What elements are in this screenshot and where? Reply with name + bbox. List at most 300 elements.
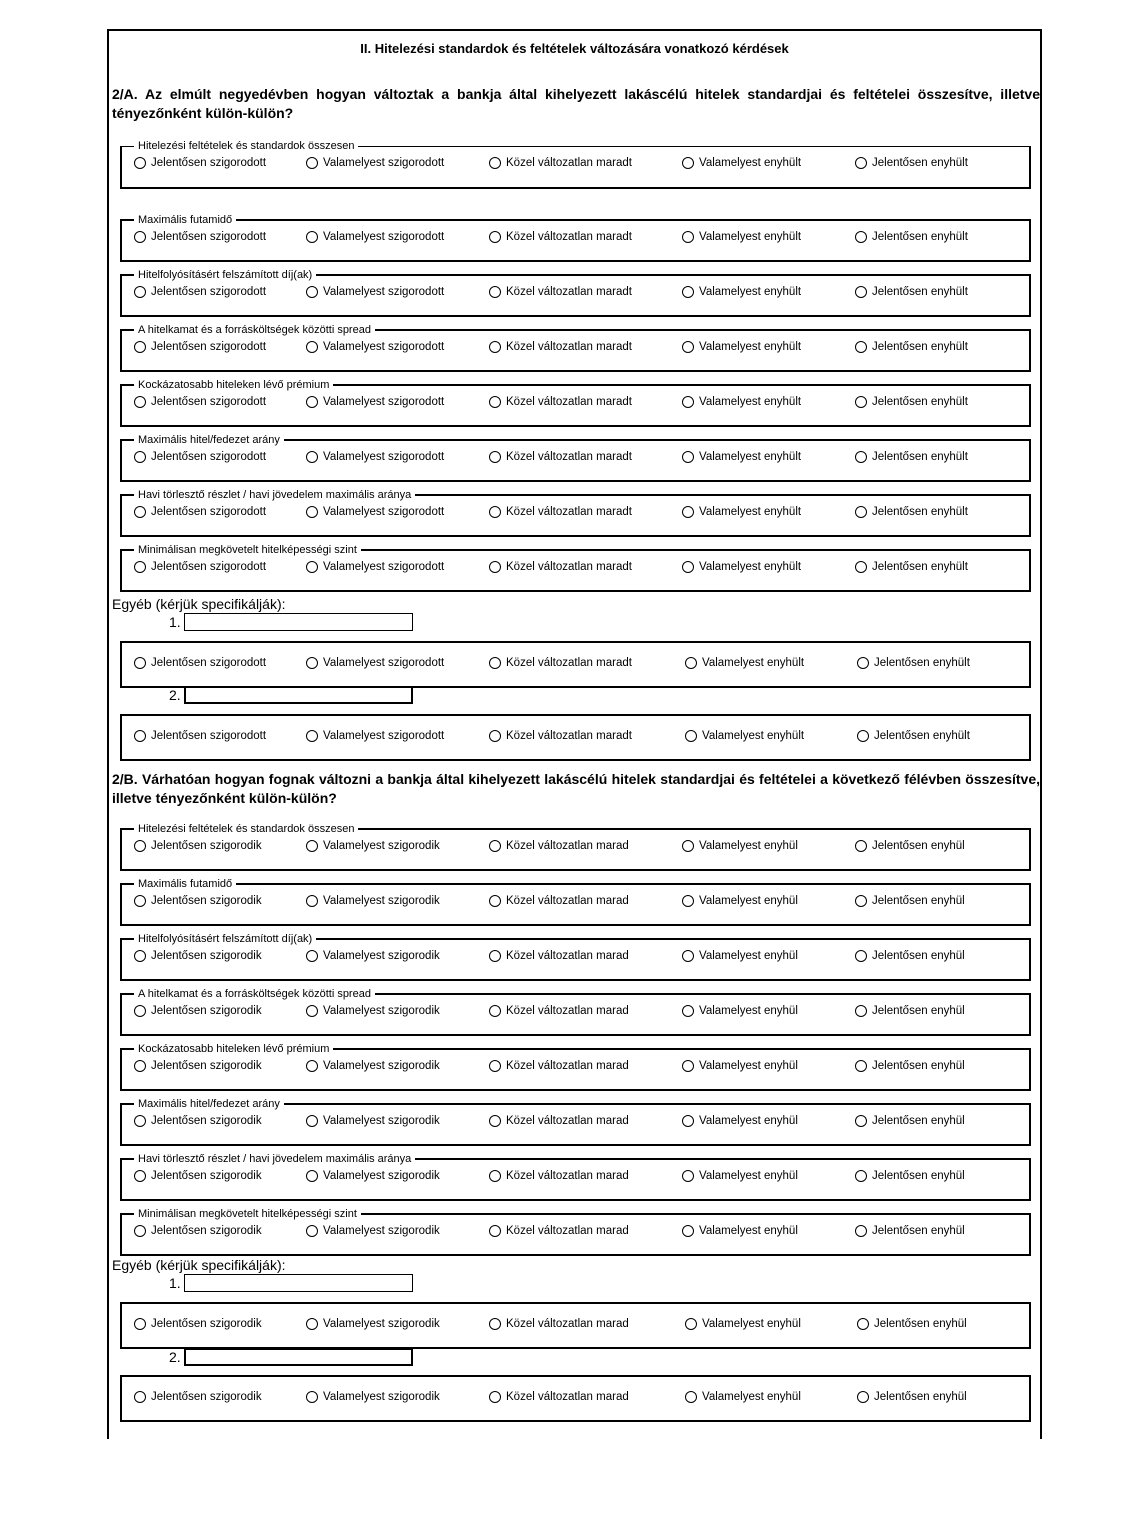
radio-circle[interactable] bbox=[306, 1060, 318, 1072]
radio-option[interactable] bbox=[134, 1005, 262, 1017]
radio-option[interactable] bbox=[682, 1115, 798, 1127]
option-label: Jelentősen szigorodik bbox=[151, 1391, 262, 1403]
radio-option[interactable] bbox=[855, 396, 968, 408]
option-label: Közel változatlan maradt bbox=[506, 341, 632, 353]
radio-circle[interactable] bbox=[306, 341, 318, 353]
radio-option[interactable] bbox=[685, 730, 804, 742]
radio-circle[interactable] bbox=[685, 730, 697, 742]
option-label: Jelentősen enyhült bbox=[872, 451, 968, 463]
factor-label: Hitelfolyósításért felszámított díj(ak) bbox=[134, 932, 316, 946]
radio-option[interactable] bbox=[682, 506, 801, 518]
radio-option[interactable] bbox=[489, 451, 632, 463]
radio-option[interactable] bbox=[682, 840, 798, 852]
radio-circle[interactable] bbox=[855, 895, 867, 907]
radio-circle[interactable] bbox=[489, 840, 501, 852]
radio-option[interactable] bbox=[855, 1170, 965, 1182]
factor-label: A hitelkamat és a forrásköltségek közötti spread bbox=[134, 323, 375, 337]
option-label: Jelentősen enyhül bbox=[874, 1391, 967, 1403]
radio-circle[interactable] bbox=[682, 396, 694, 408]
radio-circle[interactable] bbox=[682, 1060, 694, 1072]
option-label: Közel változatlan marad bbox=[506, 1170, 629, 1182]
factor-group bbox=[120, 434, 1031, 482]
factor-label: Hitelezési feltételek és standardok összesen bbox=[134, 822, 358, 836]
radio-circle[interactable] bbox=[134, 730, 146, 742]
option-label: Valamelyest enyhült bbox=[699, 561, 802, 573]
other-number: 2. bbox=[169, 1349, 181, 1365]
radio-circle[interactable] bbox=[855, 396, 867, 408]
radio-circle[interactable] bbox=[489, 1391, 501, 1403]
radio-option[interactable] bbox=[855, 231, 968, 243]
option-label: Valamelyest enyhül bbox=[699, 1005, 798, 1017]
factor-group bbox=[120, 641, 1031, 688]
radio-circle[interactable] bbox=[489, 895, 501, 907]
radio-option[interactable] bbox=[489, 1391, 629, 1403]
radio-circle[interactable] bbox=[306, 561, 318, 573]
radio-circle[interactable] bbox=[134, 1005, 146, 1017]
radio-circle[interactable] bbox=[855, 1115, 867, 1127]
factor-group bbox=[120, 324, 1031, 372]
radio-circle[interactable] bbox=[134, 396, 146, 408]
option-label: Jelentősen szigorodott bbox=[151, 561, 267, 573]
option-label: Jelentősen enyhült bbox=[874, 657, 970, 669]
option-label: Valamelyest enyhült bbox=[699, 157, 802, 169]
radio-circle[interactable] bbox=[685, 657, 697, 669]
radio-option[interactable] bbox=[306, 657, 444, 669]
radio-circle[interactable] bbox=[134, 157, 146, 169]
radio-option[interactable] bbox=[855, 1005, 965, 1017]
radio-option[interactable] bbox=[685, 657, 804, 669]
radio-circle[interactable] bbox=[682, 1005, 694, 1017]
option-label: Jelentősen szigorodott bbox=[151, 341, 267, 353]
radio-option[interactable] bbox=[306, 286, 444, 298]
radio-option[interactable] bbox=[306, 730, 444, 742]
radio-circle[interactable] bbox=[306, 396, 318, 408]
option-label: Valamelyest enyhült bbox=[699, 341, 802, 353]
factor-group bbox=[120, 1043, 1031, 1091]
factor-label: Maximális hitel/fedezet arány bbox=[134, 1097, 284, 1111]
radio-option[interactable] bbox=[489, 341, 632, 353]
question-2a: 2/A. Az elmúlt negyedévben hogyan változtak a bankja által kihelyezett lakáscélú hitelek standardjai és feltételei összesítve, illetve tényezőnként külön-külön? bbox=[112, 86, 1040, 121]
radio-circle[interactable] bbox=[306, 730, 318, 742]
option-label: Jelentősen szigorodott bbox=[151, 231, 267, 243]
option-label: Közel változatlan maradt bbox=[506, 231, 632, 243]
radio-option[interactable] bbox=[857, 657, 970, 669]
radio-circle[interactable] bbox=[134, 506, 146, 518]
radio-circle[interactable] bbox=[682, 895, 694, 907]
option-label: Közel változatlan maradt bbox=[506, 157, 632, 169]
radio-option[interactable] bbox=[306, 231, 444, 243]
radio-option[interactable] bbox=[682, 1170, 798, 1182]
factor-group bbox=[120, 214, 1031, 262]
radio-circle[interactable] bbox=[489, 231, 501, 243]
radio-circle[interactable] bbox=[682, 231, 694, 243]
question-2b: 2/B. Várhatóan hogyan fognak változni a bankja által kihelyezett lakáscélú hitelek standardjai és feltételei a következő félévben összesítve, illetve tényezőnként külön-külön? bbox=[112, 771, 1040, 806]
option-label: Valamelyest szigorodott bbox=[323, 231, 445, 243]
factor-label: A hitelkamat és a forrásköltségek közötti spread bbox=[134, 987, 375, 1001]
factor-label: Kockázatosabb hiteleken lévő prémium bbox=[134, 1042, 333, 1056]
radio-option[interactable] bbox=[306, 1391, 440, 1403]
other-label: Egyéb (kérjük specifikálják): bbox=[112, 596, 286, 612]
radio-circle[interactable] bbox=[306, 231, 318, 243]
radio-option[interactable] bbox=[306, 561, 444, 573]
option-label: Közel változatlan maradt bbox=[506, 286, 632, 298]
radio-option[interactable] bbox=[306, 950, 440, 962]
radio-option[interactable] bbox=[489, 231, 632, 243]
other-specify-input[interactable] bbox=[184, 613, 413, 631]
radio-circle[interactable] bbox=[855, 451, 867, 463]
radio-circle[interactable] bbox=[134, 1115, 146, 1127]
radio-option[interactable] bbox=[489, 286, 632, 298]
option-label: Jelentősen enyhül bbox=[872, 840, 965, 852]
radio-option[interactable] bbox=[306, 506, 444, 518]
factor-label: Minimálisan megkövetelt hitelképességi szint bbox=[134, 1207, 361, 1221]
radio-circle[interactable] bbox=[682, 1225, 694, 1237]
option-label: Jelentősen enyhül bbox=[872, 1115, 965, 1127]
option-label: Valamelyest szigorodik bbox=[323, 1225, 440, 1237]
option-label: Valamelyest szigorodott bbox=[323, 657, 445, 669]
factor-group bbox=[120, 544, 1031, 592]
option-label: Valamelyest enyhül bbox=[699, 1060, 798, 1072]
option-label: Valamelyest szigorodik bbox=[323, 895, 440, 907]
option-label: Jelentősen enyhül bbox=[872, 895, 965, 907]
radio-circle[interactable] bbox=[306, 157, 318, 169]
radio-option[interactable] bbox=[857, 1391, 967, 1403]
radio-option[interactable] bbox=[857, 730, 970, 742]
radio-circle[interactable] bbox=[306, 1391, 318, 1403]
radio-circle[interactable] bbox=[857, 657, 869, 669]
radio-circle[interactable] bbox=[682, 341, 694, 353]
option-label: Közel változatlan maradt bbox=[506, 561, 632, 573]
radio-circle[interactable] bbox=[855, 1060, 867, 1072]
radio-option[interactable] bbox=[489, 657, 632, 669]
radio-circle[interactable] bbox=[489, 950, 501, 962]
radio-option[interactable] bbox=[682, 286, 801, 298]
radio-circle[interactable] bbox=[306, 1170, 318, 1182]
factor-label: Hitelfolyósításért felszámított díj(ak) bbox=[134, 268, 316, 282]
radio-circle[interactable] bbox=[855, 506, 867, 518]
radio-option[interactable] bbox=[682, 1005, 798, 1017]
other-number: 2. bbox=[169, 687, 181, 703]
radio-circle[interactable] bbox=[855, 1005, 867, 1017]
radio-option[interactable] bbox=[306, 341, 444, 353]
radio-option[interactable] bbox=[134, 1115, 262, 1127]
radio-option[interactable] bbox=[489, 1170, 629, 1182]
radio-option[interactable] bbox=[857, 1318, 967, 1330]
option-label: Közel változatlan marad bbox=[506, 1225, 629, 1237]
radio-option[interactable] bbox=[134, 950, 262, 962]
factor-label: Havi törlesztő részlet / havi jövedelem maximális aránya bbox=[134, 1152, 415, 1166]
option-label: Jelentősen enyhül bbox=[872, 1225, 965, 1237]
radio-circle[interactable] bbox=[857, 1391, 869, 1403]
radio-option[interactable] bbox=[489, 396, 632, 408]
radio-circle[interactable] bbox=[306, 451, 318, 463]
radio-option[interactable] bbox=[489, 950, 629, 962]
radio-circle[interactable] bbox=[134, 1060, 146, 1072]
option-label: Jelentősen szigorodik bbox=[151, 1170, 262, 1182]
option-label: Valamelyest szigorodott bbox=[323, 451, 445, 463]
radio-option[interactable] bbox=[855, 950, 965, 962]
radio-circle[interactable] bbox=[134, 895, 146, 907]
radio-circle[interactable] bbox=[134, 1170, 146, 1182]
other-specify-input[interactable] bbox=[184, 686, 413, 704]
option-label: Jelentősen szigorodik bbox=[151, 1115, 262, 1127]
radio-circle[interactable] bbox=[685, 1391, 697, 1403]
radio-option[interactable] bbox=[855, 895, 965, 907]
radio-circle[interactable] bbox=[306, 840, 318, 852]
radio-circle[interactable] bbox=[306, 1318, 318, 1330]
radio-option[interactable] bbox=[134, 1391, 262, 1403]
radio-circle[interactable] bbox=[134, 451, 146, 463]
radio-circle[interactable] bbox=[489, 1225, 501, 1237]
radio-option[interactable] bbox=[134, 657, 266, 669]
radio-circle[interactable] bbox=[682, 1115, 694, 1127]
radio-circle[interactable] bbox=[489, 157, 501, 169]
radio-circle[interactable] bbox=[685, 1318, 697, 1330]
radio-circle[interactable] bbox=[489, 396, 501, 408]
radio-option[interactable] bbox=[685, 1391, 801, 1403]
option-label: Valamelyest szigorodik bbox=[323, 1060, 440, 1072]
option-label: Jelentősen szigorodott bbox=[151, 157, 267, 169]
radio-option[interactable] bbox=[489, 1318, 629, 1330]
factor-group bbox=[120, 714, 1031, 761]
radio-option[interactable] bbox=[489, 1115, 629, 1127]
radio-option[interactable] bbox=[306, 1115, 440, 1127]
radio-circle[interactable] bbox=[855, 561, 867, 573]
factor-group bbox=[120, 823, 1031, 871]
option-label: Jelentősen enyhült bbox=[872, 396, 968, 408]
radio-option[interactable] bbox=[682, 157, 801, 169]
option-label: Valamelyest enyhült bbox=[699, 231, 802, 243]
radio-circle[interactable] bbox=[134, 657, 146, 669]
option-label: Jelentősen enyhült bbox=[872, 157, 968, 169]
radio-circle[interactable] bbox=[682, 286, 694, 298]
radio-circle[interactable] bbox=[855, 840, 867, 852]
other-specify-input[interactable] bbox=[184, 1348, 413, 1366]
factor-group bbox=[120, 988, 1031, 1036]
radio-circle[interactable] bbox=[489, 341, 501, 353]
radio-option[interactable] bbox=[489, 506, 632, 518]
radio-option[interactable] bbox=[306, 1170, 440, 1182]
radio-option[interactable] bbox=[306, 396, 444, 408]
factor-group bbox=[120, 1375, 1031, 1422]
option-label: Közel változatlan marad bbox=[506, 1005, 629, 1017]
radio-option[interactable] bbox=[682, 561, 801, 573]
radio-option[interactable] bbox=[134, 157, 266, 169]
radio-option[interactable] bbox=[134, 286, 266, 298]
factor-label: Kockázatosabb hiteleken lévő prémium bbox=[134, 378, 333, 392]
radio-option[interactable] bbox=[134, 1318, 262, 1330]
option-label: Közel változatlan marad bbox=[506, 1391, 629, 1403]
radio-circle[interactable] bbox=[134, 561, 146, 573]
radio-circle[interactable] bbox=[306, 1225, 318, 1237]
radio-option[interactable] bbox=[682, 451, 801, 463]
option-label: Közel változatlan marad bbox=[506, 1115, 629, 1127]
option-label: Jelentősen enyhült bbox=[872, 341, 968, 353]
radio-option[interactable] bbox=[306, 1005, 440, 1017]
radio-circle[interactable] bbox=[134, 1391, 146, 1403]
option-label: Jelentősen szigorodott bbox=[151, 396, 267, 408]
radio-option[interactable] bbox=[306, 157, 444, 169]
radio-circle[interactable] bbox=[855, 950, 867, 962]
radio-option[interactable] bbox=[682, 396, 801, 408]
radio-option[interactable] bbox=[489, 157, 632, 169]
radio-circle[interactable] bbox=[489, 286, 501, 298]
option-label: Jelentősen szigorodik bbox=[151, 1318, 262, 1330]
radio-option[interactable] bbox=[685, 1318, 801, 1330]
other-number: 1. bbox=[169, 614, 181, 630]
radio-circle[interactable] bbox=[682, 840, 694, 852]
option-label: Jelentősen enyhült bbox=[872, 286, 968, 298]
radio-option[interactable] bbox=[306, 1225, 440, 1237]
radio-circle[interactable] bbox=[134, 231, 146, 243]
radio-option[interactable] bbox=[682, 950, 798, 962]
radio-option[interactable] bbox=[855, 561, 968, 573]
radio-circle[interactable] bbox=[855, 1170, 867, 1182]
option-label: Jelentősen enyhült bbox=[872, 506, 968, 518]
option-label: Valamelyest szigorodott bbox=[323, 730, 445, 742]
radio-circle[interactable] bbox=[134, 840, 146, 852]
radio-option[interactable] bbox=[855, 1115, 965, 1127]
radio-circle[interactable] bbox=[855, 231, 867, 243]
radio-circle[interactable] bbox=[682, 561, 694, 573]
radio-option[interactable] bbox=[489, 561, 632, 573]
radio-option[interactable] bbox=[855, 451, 968, 463]
radio-option[interactable] bbox=[855, 157, 968, 169]
radio-circle[interactable] bbox=[682, 506, 694, 518]
radio-circle[interactable] bbox=[489, 1318, 501, 1330]
other-specify-input[interactable] bbox=[184, 1274, 413, 1292]
option-label: Jelentősen enyhült bbox=[872, 231, 968, 243]
option-label: Valamelyest szigorodik bbox=[323, 1318, 440, 1330]
radio-option[interactable] bbox=[855, 506, 968, 518]
radio-circle[interactable] bbox=[682, 1170, 694, 1182]
radio-circle[interactable] bbox=[134, 1225, 146, 1237]
radio-option[interactable] bbox=[134, 730, 266, 742]
radio-circle[interactable] bbox=[489, 1060, 501, 1072]
radio-circle[interactable] bbox=[489, 506, 501, 518]
radio-circle[interactable] bbox=[855, 286, 867, 298]
radio-option[interactable] bbox=[489, 895, 629, 907]
radio-circle[interactable] bbox=[489, 730, 501, 742]
radio-option[interactable] bbox=[489, 1225, 629, 1237]
option-label: Valamelyest szigorodott bbox=[323, 157, 445, 169]
option-label: Valamelyest enyhült bbox=[702, 657, 805, 669]
option-label: Jelentősen szigorodott bbox=[151, 730, 267, 742]
option-label: Jelentősen enyhült bbox=[874, 730, 970, 742]
radio-option[interactable] bbox=[306, 1318, 440, 1330]
factor-group bbox=[120, 1208, 1031, 1256]
radio-option[interactable] bbox=[682, 1060, 798, 1072]
radio-option[interactable] bbox=[489, 730, 632, 742]
radio-option[interactable] bbox=[682, 895, 798, 907]
radio-circle[interactable] bbox=[857, 730, 869, 742]
radio-circle[interactable] bbox=[489, 1005, 501, 1017]
radio-option[interactable] bbox=[134, 895, 262, 907]
radio-circle[interactable] bbox=[855, 341, 867, 353]
radio-option[interactable] bbox=[855, 1060, 965, 1072]
radio-circle[interactable] bbox=[306, 1115, 318, 1127]
radio-option[interactable] bbox=[682, 341, 801, 353]
radio-option[interactable] bbox=[306, 1060, 440, 1072]
other-label: Egyéb (kérjük specifikálják): bbox=[112, 1257, 286, 1273]
option-label: Jelentősen szigorodik bbox=[151, 950, 262, 962]
radio-circle[interactable] bbox=[134, 950, 146, 962]
factor-label: Minimálisan megkövetelt hitelképességi szint bbox=[134, 543, 361, 557]
radio-circle[interactable] bbox=[306, 657, 318, 669]
radio-circle[interactable] bbox=[855, 1225, 867, 1237]
radio-option[interactable] bbox=[682, 1225, 798, 1237]
option-label: Jelentősen szigorodott bbox=[151, 506, 267, 518]
radio-circle[interactable] bbox=[306, 950, 318, 962]
radio-option[interactable] bbox=[134, 1225, 262, 1237]
radio-option[interactable] bbox=[682, 231, 801, 243]
option-label: Valamelyest enyhül bbox=[699, 895, 798, 907]
radio-option[interactable] bbox=[134, 451, 266, 463]
radio-circle[interactable] bbox=[855, 157, 867, 169]
radio-option[interactable] bbox=[489, 1060, 629, 1072]
radio-option[interactable] bbox=[134, 561, 266, 573]
option-label: Valamelyest szigorodik bbox=[323, 1391, 440, 1403]
radio-option[interactable] bbox=[134, 840, 262, 852]
option-label: Jelentősen enyhül bbox=[874, 1318, 967, 1330]
radio-option[interactable] bbox=[855, 341, 968, 353]
option-label: Valamelyest enyhült bbox=[699, 451, 802, 463]
radio-option[interactable] bbox=[489, 1005, 629, 1017]
factor-label: Havi törlesztő részlet / havi jövedelem maximális aránya bbox=[134, 488, 415, 502]
radio-option[interactable] bbox=[855, 840, 965, 852]
radio-circle[interactable] bbox=[306, 286, 318, 298]
radio-circle[interactable] bbox=[682, 950, 694, 962]
radio-circle[interactable] bbox=[306, 506, 318, 518]
radio-option[interactable] bbox=[134, 1060, 262, 1072]
radio-option[interactable] bbox=[134, 1170, 262, 1182]
factor-group bbox=[120, 269, 1031, 317]
radio-option[interactable] bbox=[855, 286, 968, 298]
option-label: Valamelyest enyhül bbox=[702, 1391, 801, 1403]
radio-circle[interactable] bbox=[857, 1318, 869, 1330]
radio-circle[interactable] bbox=[134, 341, 146, 353]
radio-circle[interactable] bbox=[489, 657, 501, 669]
radio-option[interactable] bbox=[134, 341, 266, 353]
radio-circle[interactable] bbox=[306, 895, 318, 907]
option-label: Valamelyest enyhül bbox=[699, 840, 798, 852]
radio-option[interactable] bbox=[134, 396, 266, 408]
radio-circle[interactable] bbox=[134, 286, 146, 298]
radio-option[interactable] bbox=[855, 1225, 965, 1237]
option-label: Jelentősen enyhül bbox=[872, 1170, 965, 1182]
radio-option[interactable] bbox=[306, 840, 440, 852]
option-label: Közel változatlan marad bbox=[506, 895, 629, 907]
radio-circle[interactable] bbox=[682, 157, 694, 169]
radio-circle[interactable] bbox=[306, 1005, 318, 1017]
radio-option[interactable] bbox=[306, 895, 440, 907]
radio-circle[interactable] bbox=[682, 451, 694, 463]
option-label: Valamelyest szigorodik bbox=[323, 1005, 440, 1017]
option-label: Közel változatlan marad bbox=[506, 1318, 629, 1330]
radio-circle[interactable] bbox=[489, 1170, 501, 1182]
radio-circle[interactable] bbox=[489, 561, 501, 573]
radio-circle[interactable] bbox=[489, 1115, 501, 1127]
factor-label: Maximális futamidő bbox=[134, 877, 236, 891]
radio-circle[interactable] bbox=[489, 451, 501, 463]
radio-option[interactable] bbox=[134, 231, 266, 243]
radio-circle[interactable] bbox=[134, 1318, 146, 1330]
factor-group bbox=[120, 1153, 1031, 1201]
radio-option[interactable] bbox=[306, 451, 444, 463]
option-label: Valamelyest szigorodott bbox=[323, 341, 445, 353]
radio-option[interactable] bbox=[489, 840, 629, 852]
radio-option[interactable] bbox=[134, 506, 266, 518]
